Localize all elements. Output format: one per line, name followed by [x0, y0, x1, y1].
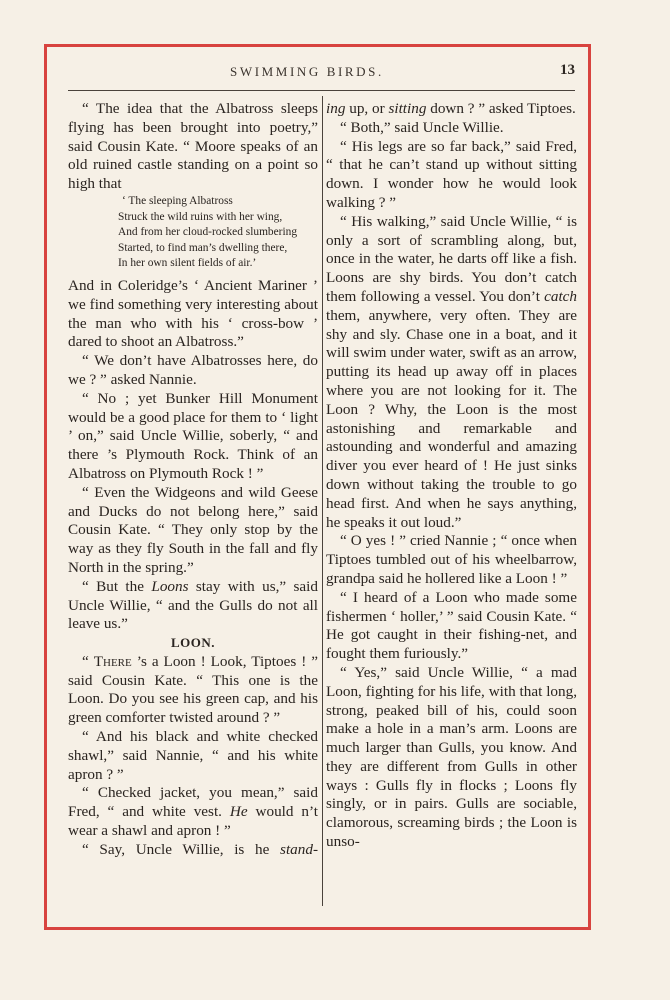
column-divider: [322, 96, 323, 906]
text-run: “: [82, 652, 94, 670]
text-run: ’s a Loon ! Look, Tiptoes ! ” said Cousin Kate. “ This one is the Loon. Do you see his green cap, and his green comforter twisted around ? ”: [68, 652, 318, 727]
emphasis: stand-: [280, 840, 318, 858]
paragraph: [68, 784, 318, 840]
verse-line: And from her cloud-rocked slumbering: [118, 226, 298, 239]
header-rule: [68, 90, 575, 91]
paragraph: “ Both,” said Uncle Willie.: [340, 118, 504, 136]
text-run: up, or: [345, 100, 389, 117]
text-run: them, anywhere, very often. They are shy and sly. Chase one in a boat, and it will swim under water, swift as an arrow, putting its head up away off in places where you are not looking for it. The Loon ? Why, the Loon is the most astonishing and remarkable and astounding and wonderful and amazing diver you ever heard of ! He just sinks down without taking the trouble to go head first. And when he says anything, he speaks it out loud.”: [326, 306, 577, 531]
text-run: stay with us,” said Uncle Willie, “ and the Gulls do not all leave us.”: [68, 577, 318, 633]
emphasis: catch: [544, 287, 577, 305]
paragraph: “ Even the Widgeons and wild Geese and Ducks do not belong here,” said Cousin Kate. “ They only stop by the way as they fly South in the fall and fly North in the spring.”: [68, 483, 318, 576]
paragraph: “ And his black and white checked shawl,” said Nannie, “ and his white apron ? ”: [68, 728, 318, 783]
paragraph: “ O yes ! ” cried Nannie ; “ once when Tiptoes tumbled out of his wheelbarrow, grandpa said he hollered like a Loon ! ”: [326, 532, 577, 587]
text-run: “ But the: [82, 577, 152, 595]
section-heading: LOON.: [170, 635, 216, 651]
verse-line: In her own silent fields of air.’: [118, 257, 257, 270]
paragraph: [326, 100, 577, 119]
verse-line: Started, to find man’s dwelling there,: [118, 241, 288, 254]
paragraph: “ No ; yet Bunker Hill Monument would be a good place for them to ‘ light ’ on,” said Uncle Willie, soberly, “ and there ’s Plymouth Rock. Think of an Albatross on Plymouth Rock ! ”: [68, 389, 318, 482]
running-head: SWIMMING BIRDS.: [230, 64, 384, 79]
paragraph: “ I heard of a Loon who made some fishermen ‘ holler,’ ” said Cousin Kate. “ He got caught in their fishing-net, and fought them furiously.”: [326, 588, 577, 663]
verse-line: ‘ The sleeping Albatross: [122, 194, 233, 207]
page-number: 13: [560, 62, 575, 78]
verse-line: Struck the wild ruins with her wing,: [118, 210, 283, 223]
small-caps-word: There: [93, 652, 132, 670]
text-run: down ? ” asked Tiptoes.: [426, 100, 576, 117]
paragraph: “ His legs are so far back,” said Fred, “ that he can’t stand up without sitting down. I wonder how he would look walking ? ”: [326, 137, 577, 211]
paragraph: “ Yes,” said Uncle Willie, “ a mad Loon, fighting for his life, with that long, strong, peaked bill of his, could soon make a hole in a man’s arm. Loons are much larger than Gulls, you know. And they are different from Gulls in other ways : Gulls fly in flocks ; Loons fly singly, or in pairs. Gulls are sociable, clamorous, screaming birds ; the Loon is unso-: [326, 663, 577, 851]
text-run: “ Say, Uncle Willie, is he: [82, 840, 281, 858]
paragraph: [68, 841, 318, 860]
text-run: “ Checked jacket, you mean,” said Fred, “ and white vest.: [68, 784, 318, 821]
emphasis: ing: [326, 100, 346, 117]
paragraph: [68, 653, 318, 728]
emphasis: Loons: [151, 577, 189, 595]
text-run: would n’t wear a shawl and apron ! ”: [68, 803, 318, 840]
emphasis: sitting: [388, 100, 427, 117]
emphasis: He: [229, 803, 248, 821]
right-column: [326, 100, 577, 852]
left-column: [68, 100, 318, 860]
paragraph: “ The idea that the Albatross sleeps flying has been brought into poetry,” said Cousin Kate. “ Moore speaks of an old ruined castle standing on a point so high that: [68, 100, 318, 193]
paragraph: “ We don’t have Albatrosses here, do we ? ” asked Nannie.: [68, 352, 318, 388]
text-run: “ His walking,” said Uncle Willie, “ is only a sort of scrambling along, but, once in the water, he darts off like a fish. Loons are shy birds. You don’t catch them following a vessel. You don’t: [326, 212, 577, 305]
paragraph: [326, 213, 577, 533]
verse-quotation: [68, 194, 318, 272]
paragraph: And in Coleridge’s ‘ Ancient Mariner ’ we find something very interesting about the man who with his ‘ cross-bow ’ dared to shoot an Albatross.”: [68, 276, 318, 351]
paragraph: [68, 578, 318, 634]
